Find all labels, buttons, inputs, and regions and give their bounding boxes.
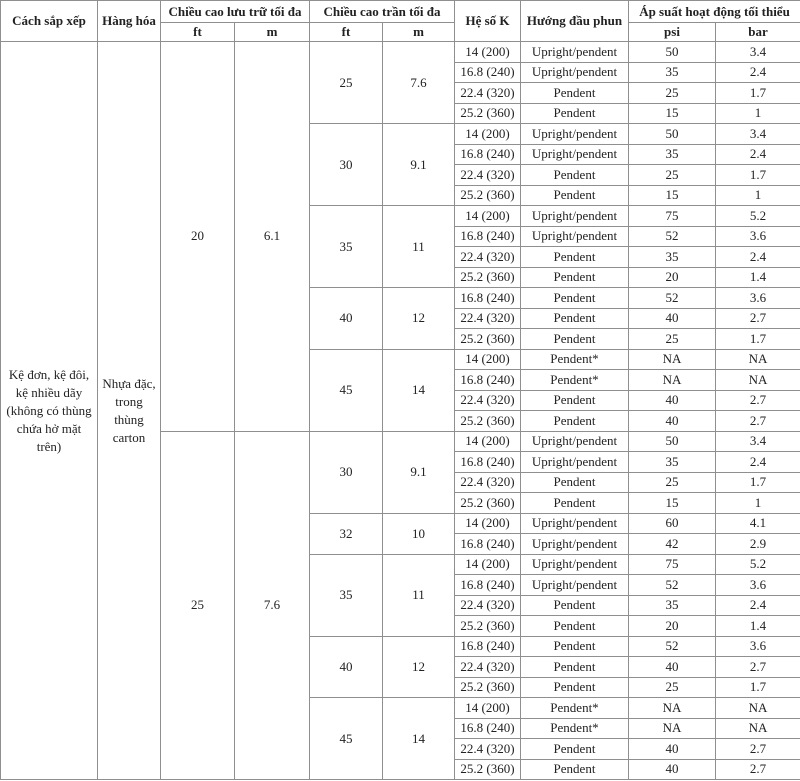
commodity-cell: Nhựa đặc, trong thùng carton [98, 42, 161, 780]
ceiling-height-m: 14 [383, 698, 455, 780]
header-pressure-psi: psi [629, 23, 716, 42]
k-factor-cell: 14 (200) [455, 431, 521, 452]
bar-cell: 1 [716, 185, 800, 206]
header-pressure-bar: bar [716, 23, 800, 42]
psi-cell: 40 [629, 390, 716, 411]
ceiling-height-m: 9.1 [383, 431, 455, 513]
k-factor-cell: 16.8 (240) [455, 62, 521, 83]
bar-cell: 1 [716, 493, 800, 514]
k-factor-cell: 25.2 (360) [455, 103, 521, 124]
header-orientation: Hướng đầu phun [521, 1, 629, 42]
ceiling-height-ft: 30 [310, 431, 383, 513]
ceiling-height-ft: 40 [310, 636, 383, 698]
k-factor-cell: 16.8 (240) [455, 370, 521, 391]
bar-cell: 2.4 [716, 595, 800, 616]
psi-cell: 52 [629, 226, 716, 247]
psi-cell: 42 [629, 534, 716, 555]
psi-cell: 15 [629, 185, 716, 206]
orientation-cell: Upright/pendent [521, 124, 629, 145]
psi-cell: 35 [629, 595, 716, 616]
orientation-cell: Pendent* [521, 698, 629, 719]
ceiling-height-ft: 45 [310, 698, 383, 780]
bar-cell: 1.7 [716, 472, 800, 493]
bar-cell: 2.7 [716, 739, 800, 760]
psi-cell: 25 [629, 329, 716, 350]
psi-cell: 52 [629, 636, 716, 657]
psi-cell: 35 [629, 144, 716, 165]
bar-cell: 5.2 [716, 554, 800, 575]
k-factor-cell: 22.4 (320) [455, 657, 521, 678]
psi-cell: 52 [629, 575, 716, 596]
psi-cell: 25 [629, 165, 716, 186]
bar-cell: NA [716, 718, 800, 739]
orientation-cell: Pendent [521, 493, 629, 514]
bar-cell: 2.4 [716, 144, 800, 165]
orientation-cell: Pendent [521, 288, 629, 309]
orientation-cell: Pendent [521, 636, 629, 657]
bar-cell: 1.4 [716, 267, 800, 288]
psi-cell: NA [629, 698, 716, 719]
psi-cell: 60 [629, 513, 716, 534]
k-factor-cell: 22.4 (320) [455, 472, 521, 493]
k-factor-cell: 25.2 (360) [455, 329, 521, 350]
ceiling-height-m: 10 [383, 513, 455, 554]
k-factor-cell: 16.8 (240) [455, 718, 521, 739]
bar-cell: 2.7 [716, 390, 800, 411]
k-factor-cell: 22.4 (320) [455, 308, 521, 329]
bar-cell: 1.7 [716, 329, 800, 350]
orientation-cell: Pendent [521, 165, 629, 186]
orientation-cell: Pendent* [521, 370, 629, 391]
k-factor-cell: 16.8 (240) [455, 226, 521, 247]
ceiling-height-m: 12 [383, 636, 455, 698]
psi-cell: 15 [629, 493, 716, 514]
table-row [1, 42, 800, 63]
k-factor-cell: 16.8 (240) [455, 144, 521, 165]
header-k-factor: Hệ số K [455, 1, 521, 42]
ceiling-height-m: 9.1 [383, 124, 455, 206]
bar-cell: 1.7 [716, 677, 800, 698]
k-factor-cell: 16.8 (240) [455, 636, 521, 657]
psi-cell: 25 [629, 83, 716, 104]
orientation-cell: Upright/pendent [521, 513, 629, 534]
k-factor-cell: 22.4 (320) [455, 739, 521, 760]
psi-cell: 25 [629, 472, 716, 493]
k-factor-cell: 14 (200) [455, 124, 521, 145]
bar-cell: NA [716, 698, 800, 719]
bar-cell: NA [716, 349, 800, 370]
psi-cell: NA [629, 718, 716, 739]
orientation-cell: Pendent [521, 595, 629, 616]
k-factor-cell: 16.8 (240) [455, 452, 521, 473]
psi-cell: 50 [629, 431, 716, 452]
orientation-cell: Pendent [521, 677, 629, 698]
k-factor-cell: 14 (200) [455, 206, 521, 227]
header-storage-ft: ft [161, 23, 235, 42]
bar-cell: 2.7 [716, 411, 800, 432]
psi-cell: 40 [629, 657, 716, 678]
orientation-cell: Pendent [521, 616, 629, 637]
orientation-cell: Pendent [521, 759, 629, 780]
bar-cell: 5.2 [716, 206, 800, 227]
psi-cell: 40 [629, 308, 716, 329]
psi-cell: 75 [629, 554, 716, 575]
psi-cell: NA [629, 349, 716, 370]
orientation-cell: Pendent [521, 308, 629, 329]
orientation-cell: Upright/pendent [521, 431, 629, 452]
header-min-pressure: Áp suất hoạt động tối thiểu [629, 1, 800, 23]
k-factor-cell: 14 (200) [455, 554, 521, 575]
k-factor-cell: 16.8 (240) [455, 288, 521, 309]
bar-cell: 2.9 [716, 534, 800, 555]
orientation-cell: Upright/pendent [521, 206, 629, 227]
ceiling-height-ft: 40 [310, 288, 383, 350]
orientation-cell: Pendent* [521, 349, 629, 370]
ceiling-height-m: 12 [383, 288, 455, 350]
ceiling-height-m: 14 [383, 349, 455, 431]
psi-cell: 35 [629, 247, 716, 268]
orientation-cell: Upright/pendent [521, 452, 629, 473]
orientation-cell: Pendent [521, 185, 629, 206]
storage-height-m: 6.1 [235, 42, 310, 432]
psi-cell: 40 [629, 411, 716, 432]
ceiling-height-m: 11 [383, 554, 455, 636]
orientation-cell: Upright/pendent [521, 226, 629, 247]
bar-cell: 2.4 [716, 452, 800, 473]
header-arrangement: Cách sắp xếp [1, 1, 98, 42]
bar-cell: 3.6 [716, 575, 800, 596]
bar-cell: 1 [716, 103, 800, 124]
bar-cell: 2.7 [716, 657, 800, 678]
orientation-cell: Upright/pendent [521, 144, 629, 165]
k-factor-cell: 22.4 (320) [455, 390, 521, 411]
bar-cell: 2.4 [716, 247, 800, 268]
psi-cell: 50 [629, 42, 716, 63]
bar-cell: 2.7 [716, 308, 800, 329]
header-ceiling-ft: ft [310, 23, 383, 42]
storage-height-m: 7.6 [235, 431, 310, 780]
k-factor-cell: 22.4 (320) [455, 595, 521, 616]
orientation-cell: Upright/pendent [521, 534, 629, 555]
orientation-cell: Pendent [521, 103, 629, 124]
bar-cell: 4.1 [716, 513, 800, 534]
bar-cell: 3.4 [716, 42, 800, 63]
psi-cell: 50 [629, 124, 716, 145]
bar-cell: 1.7 [716, 165, 800, 186]
bar-cell: 3.4 [716, 124, 800, 145]
orientation-cell: Upright/pendent [521, 575, 629, 596]
orientation-cell: Upright/pendent [521, 62, 629, 83]
bar-cell: 3.6 [716, 226, 800, 247]
psi-cell: 75 [629, 206, 716, 227]
header-ceiling-m: m [383, 23, 455, 42]
bar-cell: 1.7 [716, 83, 800, 104]
psi-cell: 20 [629, 267, 716, 288]
psi-cell: 40 [629, 759, 716, 780]
orientation-cell: Pendent [521, 83, 629, 104]
psi-cell: 15 [629, 103, 716, 124]
k-factor-cell: 14 (200) [455, 513, 521, 534]
ceiling-height-m: 11 [383, 206, 455, 288]
header-max-ceiling-height: Chiều cao trần tối đa [310, 1, 455, 23]
header-commodity: Hàng hóa [98, 1, 161, 42]
storage-height-ft: 25 [161, 431, 235, 780]
orientation-cell: Upright/pendent [521, 554, 629, 575]
k-factor-cell: 14 (200) [455, 42, 521, 63]
ceiling-height-m: 7.6 [383, 42, 455, 124]
ceiling-height-ft: 30 [310, 124, 383, 206]
bar-cell: 3.6 [716, 636, 800, 657]
orientation-cell: Pendent [521, 267, 629, 288]
arrangement-cell: Kệ đơn, kệ đôi, kệ nhiều dãy (không có thùng chứa hở mặt trên) [1, 42, 98, 780]
ceiling-height-ft: 35 [310, 206, 383, 288]
orientation-cell: Pendent [521, 247, 629, 268]
k-factor-cell: 25.2 (360) [455, 185, 521, 206]
k-factor-cell: 22.4 (320) [455, 83, 521, 104]
orientation-cell: Pendent [521, 329, 629, 350]
k-factor-cell: 25.2 (360) [455, 267, 521, 288]
psi-cell: 25 [629, 677, 716, 698]
bar-cell: NA [716, 370, 800, 391]
k-factor-cell: 25.2 (360) [455, 677, 521, 698]
orientation-cell: Pendent [521, 657, 629, 678]
psi-cell: 35 [629, 452, 716, 473]
bar-cell: 3.6 [716, 288, 800, 309]
k-factor-cell: 25.2 (360) [455, 411, 521, 432]
k-factor-cell: 16.8 (240) [455, 575, 521, 596]
k-factor-cell: 25.2 (360) [455, 759, 521, 780]
orientation-cell: Pendent [521, 411, 629, 432]
bar-cell: 1.4 [716, 616, 800, 637]
header-storage-m: m [235, 23, 310, 42]
ceiling-height-ft: 25 [310, 42, 383, 124]
ceiling-height-ft: 45 [310, 349, 383, 431]
psi-cell: NA [629, 370, 716, 391]
bar-cell: 3.4 [716, 431, 800, 452]
k-factor-cell: 14 (200) [455, 698, 521, 719]
bar-cell: 2.4 [716, 62, 800, 83]
k-factor-cell: 22.4 (320) [455, 247, 521, 268]
k-factor-cell: 25.2 (360) [455, 616, 521, 637]
k-factor-cell: 16.8 (240) [455, 534, 521, 555]
orientation-cell: Upright/pendent [521, 42, 629, 63]
storage-height-ft: 20 [161, 42, 235, 432]
orientation-cell: Pendent [521, 739, 629, 760]
orientation-cell: Pendent* [521, 718, 629, 739]
psi-cell: 20 [629, 616, 716, 637]
header-max-storage-height: Chiều cao lưu trữ tối đa [161, 1, 310, 23]
ceiling-height-ft: 32 [310, 513, 383, 554]
orientation-cell: Pendent [521, 390, 629, 411]
ceiling-height-ft: 35 [310, 554, 383, 636]
k-factor-cell: 14 (200) [455, 349, 521, 370]
orientation-cell: Pendent [521, 472, 629, 493]
psi-cell: 52 [629, 288, 716, 309]
psi-cell: 35 [629, 62, 716, 83]
k-factor-cell: 22.4 (320) [455, 165, 521, 186]
psi-cell: 40 [629, 739, 716, 760]
bar-cell: 2.7 [716, 759, 800, 780]
k-factor-cell: 25.2 (360) [455, 493, 521, 514]
